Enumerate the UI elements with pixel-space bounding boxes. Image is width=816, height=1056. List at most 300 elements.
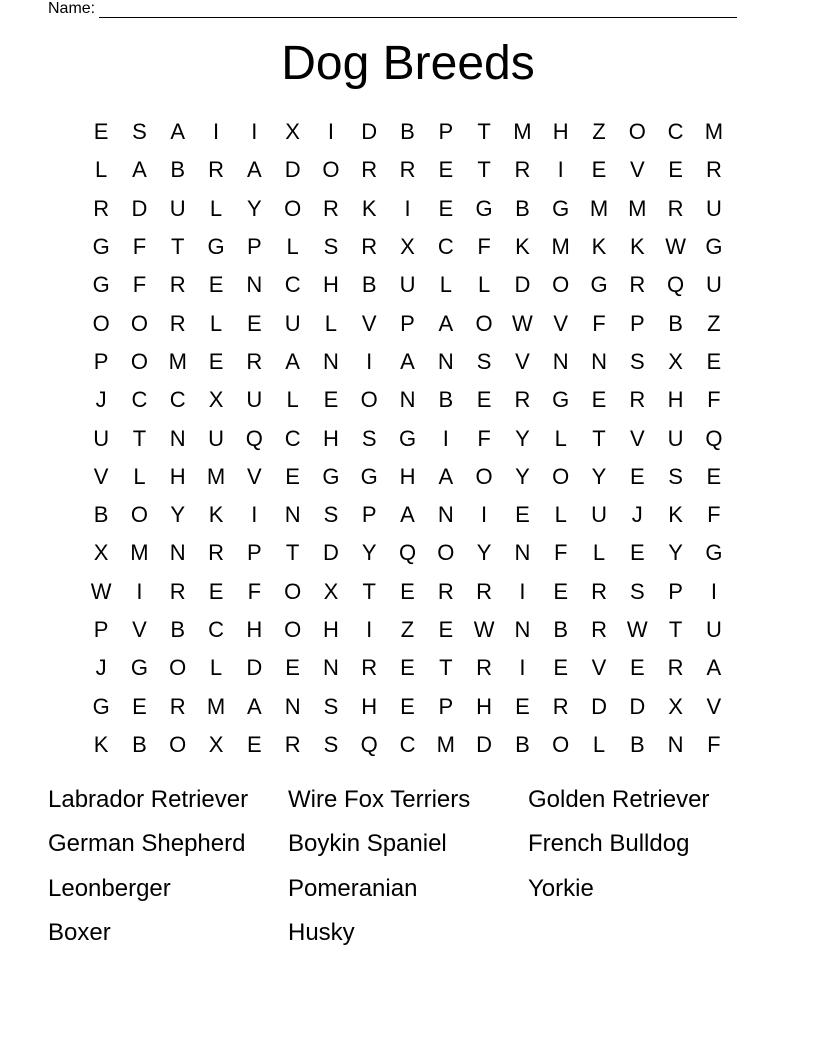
grid-letter[interactable]: P xyxy=(668,578,683,604)
grid-letter[interactable]: Y xyxy=(515,425,530,451)
grid-letter[interactable]: R xyxy=(169,310,186,336)
grid-letter[interactable]: A xyxy=(400,348,415,374)
grid-letter[interactable]: E xyxy=(285,655,300,681)
grid-letter[interactable]: R xyxy=(322,195,339,221)
grid-letter[interactable]: Y xyxy=(170,502,186,528)
grid-letter[interactable]: K xyxy=(93,731,109,757)
grid-letter[interactable]: S xyxy=(323,502,339,528)
grid-letter[interactable]: J xyxy=(95,387,107,413)
grid-letter[interactable]: M xyxy=(589,195,609,221)
grid-letter[interactable]: G xyxy=(207,234,225,260)
grid-letter[interactable]: M xyxy=(551,234,570,260)
grid-letter[interactable]: U xyxy=(399,272,416,298)
grid-letter[interactable]: B xyxy=(668,310,683,336)
grid-letter[interactable]: R xyxy=(629,387,646,413)
grid-letter[interactable]: Y xyxy=(476,540,492,566)
grid-letter[interactable]: S xyxy=(629,578,645,604)
grid-letter[interactable]: Y xyxy=(515,463,530,489)
grid-letter[interactable]: D xyxy=(591,693,607,719)
grid-letter[interactable]: E xyxy=(629,463,645,489)
grid-letter[interactable]: D xyxy=(514,272,531,298)
grid-letter[interactable]: S xyxy=(629,348,645,374)
grid-letter[interactable]: N xyxy=(284,502,301,528)
grid-letter[interactable]: R xyxy=(667,195,684,221)
grid-letter[interactable]: S xyxy=(668,463,683,489)
grid-letter[interactable]: E xyxy=(400,578,415,604)
grid-letter[interactable]: M xyxy=(130,540,149,566)
grid-letter[interactable]: R xyxy=(629,272,646,298)
grid-letter[interactable]: E xyxy=(438,157,454,183)
grid-letter[interactable]: T xyxy=(439,655,453,681)
grid-letter[interactable]: K xyxy=(629,234,645,260)
word-list-item: Boykin Spaniel xyxy=(288,830,447,858)
grid-letter[interactable]: Q xyxy=(705,425,723,451)
grid-letter[interactable]: E xyxy=(132,693,147,719)
grid-letter[interactable]: X xyxy=(208,387,224,413)
grid-letter[interactable]: T xyxy=(132,425,147,451)
grid-letter[interactable]: W xyxy=(90,578,112,604)
grid-letter[interactable]: I xyxy=(366,617,373,642)
grid-letter[interactable]: R xyxy=(437,578,454,604)
grid-letter[interactable]: E xyxy=(438,617,454,642)
grid-letter[interactable]: N xyxy=(552,348,569,374)
grid-letter[interactable]: I xyxy=(710,578,717,604)
grid-letter[interactable]: R xyxy=(514,387,531,413)
grid-letter[interactable]: E xyxy=(553,578,569,604)
grid-letter[interactable]: A xyxy=(246,157,262,183)
grid-letter[interactable]: H xyxy=(476,693,493,719)
grid-letter[interactable]: H xyxy=(322,272,339,298)
grid-letter[interactable]: O xyxy=(130,348,148,374)
grid-letter[interactable]: R xyxy=(169,693,186,719)
grid-letter[interactable]: H xyxy=(667,387,684,413)
grid-letter[interactable]: L xyxy=(209,310,223,336)
grid-letter[interactable]: R xyxy=(591,617,607,642)
word-list-item: Labrador Retriever xyxy=(48,786,249,813)
grid-letter[interactable]: O xyxy=(360,387,378,413)
grid-letter[interactable]: Z xyxy=(592,119,606,145)
grid-letter[interactable]: B xyxy=(400,119,415,145)
grid-letter[interactable]: G xyxy=(590,272,608,298)
grid-letter[interactable]: Z xyxy=(707,310,721,336)
grid-letter[interactable]: Q xyxy=(398,540,417,566)
grid-letter[interactable]: N xyxy=(322,348,339,374)
grid-letter[interactable]: H xyxy=(361,693,378,719)
grid-letter[interactable]: U xyxy=(705,617,722,642)
grid-letter[interactable]: S xyxy=(323,234,339,260)
grid-letter[interactable]: J xyxy=(95,655,107,681)
grid-letter[interactable]: T xyxy=(477,119,491,145)
grid-letter[interactable]: O xyxy=(437,540,455,566)
grid-letter[interactable]: A xyxy=(132,157,147,183)
grid-letter[interactable]: F xyxy=(553,540,568,566)
grid-letter[interactable]: S xyxy=(361,425,377,451)
grid-letter[interactable]: E xyxy=(400,693,415,719)
grid-letter[interactable]: B xyxy=(438,387,454,413)
grid-letter[interactable]: V xyxy=(246,463,262,489)
grid-letter[interactable]: U xyxy=(705,195,722,221)
grid-letter[interactable]: R xyxy=(361,655,378,681)
grid-letter[interactable]: K xyxy=(515,234,530,260)
grid-letter[interactable]: G xyxy=(398,425,417,451)
grid-letter[interactable]: R xyxy=(591,578,607,604)
grid-letter[interactable]: O xyxy=(552,463,570,489)
word-list-item: Pomeranian xyxy=(288,874,418,902)
grid-letter[interactable]: R xyxy=(361,234,378,260)
grid-letter[interactable]: K xyxy=(208,502,224,528)
grid-letter[interactable]: G xyxy=(92,693,110,719)
grid-letter[interactable]: U xyxy=(591,502,607,528)
grid-letter[interactable]: M xyxy=(704,119,724,145)
grid-letter[interactable]: G xyxy=(92,272,110,298)
word-list-item: Husky xyxy=(288,918,355,946)
word-list-item: Boxer xyxy=(48,918,111,946)
grid-letter[interactable]: X xyxy=(208,731,224,757)
grid-letter[interactable]: C xyxy=(131,387,148,413)
grid-letter[interactable]: I xyxy=(251,119,258,145)
grid-letter[interactable]: F xyxy=(477,425,491,451)
grid-letter[interactable]: H xyxy=(322,617,339,642)
grid-letter[interactable]: L xyxy=(209,655,223,681)
grid-letter[interactable]: L xyxy=(324,310,338,336)
grid-letter[interactable]: E xyxy=(208,272,224,298)
grid-letter[interactable]: V xyxy=(553,310,569,336)
grid-letter[interactable]: O xyxy=(322,157,340,183)
name-field[interactable] xyxy=(48,0,737,18)
grid-letter[interactable]: R xyxy=(208,157,224,183)
grid-letter[interactable]: O xyxy=(284,578,302,604)
grid-letter[interactable]: H xyxy=(246,617,263,642)
letter-grid xyxy=(82,113,733,764)
grid-letter[interactable]: G xyxy=(705,540,723,566)
grid-letter[interactable]: R xyxy=(246,348,263,374)
name-underline[interactable] xyxy=(99,3,737,18)
grid-letter[interactable]: R xyxy=(552,693,569,719)
grid-letter[interactable]: S xyxy=(132,119,147,145)
grid-letter[interactable]: W xyxy=(473,617,495,642)
grid-letter[interactable]: E xyxy=(246,731,262,757)
grid-letter[interactable]: M xyxy=(513,119,532,145)
grid-letter[interactable]: E xyxy=(515,502,530,528)
grid-letter[interactable]: E xyxy=(323,387,339,413)
grid-letter[interactable]: C xyxy=(284,425,301,451)
grid-letter[interactable]: R xyxy=(361,157,378,183)
grid-letter[interactable]: D xyxy=(361,119,378,145)
grid-letter[interactable]: M xyxy=(628,195,647,221)
grid-letter[interactable]: P xyxy=(438,119,454,145)
grid-letter[interactable]: N xyxy=(514,617,531,642)
grid-letter[interactable]: B xyxy=(170,617,186,642)
grid-letter[interactable]: Q xyxy=(360,731,378,757)
grid-letter[interactable]: F xyxy=(592,310,606,336)
grid-letter[interactable]: N xyxy=(667,731,684,757)
grid-letter[interactable]: T xyxy=(668,617,683,642)
grid-letter[interactable]: E xyxy=(208,578,224,604)
grid-letter[interactable]: B xyxy=(361,272,377,298)
grid-letter[interactable]: Q xyxy=(245,425,263,451)
grid-letter[interactable]: O xyxy=(169,731,187,757)
grid-letter[interactable]: O xyxy=(628,119,646,145)
grid-letter[interactable]: I xyxy=(366,348,373,374)
grid-letter[interactable]: C xyxy=(284,272,301,298)
grid-letter[interactable]: G xyxy=(705,234,723,260)
grid-letter[interactable]: O xyxy=(130,310,148,336)
grid-letter[interactable]: B xyxy=(629,731,645,757)
grid-letter[interactable]: P xyxy=(93,348,109,374)
grid-letter[interactable]: H xyxy=(552,119,569,145)
grid-letter[interactable]: E xyxy=(208,348,224,374)
grid-letter[interactable]: R xyxy=(399,157,416,183)
grid-letter[interactable]: P xyxy=(629,310,645,336)
grid-letter[interactable]: N xyxy=(437,348,454,374)
grid-letter[interactable]: M xyxy=(168,348,187,374)
grid-letter[interactable]: E xyxy=(591,157,607,183)
grid-letter[interactable]: M xyxy=(206,693,226,719)
grid-letter[interactable]: I xyxy=(404,195,411,221)
grid-letter[interactable]: L xyxy=(554,425,567,451)
grid-letter[interactable]: C xyxy=(208,617,224,642)
grid-letter[interactable]: P xyxy=(246,234,262,260)
grid-letter[interactable]: T xyxy=(171,234,185,260)
grid-letter[interactable]: W xyxy=(626,617,648,642)
grid-letter[interactable]: L xyxy=(592,540,606,566)
name-label: Name: xyxy=(48,0,96,17)
grid-letter[interactable]: B xyxy=(553,617,569,642)
grid-letter[interactable]: E xyxy=(515,693,530,719)
grid-letter[interactable]: O xyxy=(92,310,110,336)
grid-letter[interactable]: A xyxy=(285,348,300,374)
grid-letter[interactable]: O xyxy=(284,617,302,642)
grid-letter[interactable]: Q xyxy=(667,272,685,298)
grid-letter[interactable]: G xyxy=(475,195,493,221)
grid-letter[interactable]: U xyxy=(93,425,110,451)
grid-letter[interactable]: O xyxy=(130,502,148,528)
grid-letter[interactable]: F xyxy=(132,234,147,260)
grid-letter[interactable]: N xyxy=(169,425,186,451)
grid-letter[interactable]: G xyxy=(552,387,570,413)
grid-letter[interactable]: N xyxy=(169,540,186,566)
grid-letter[interactable]: R xyxy=(514,157,531,183)
grid-letter[interactable]: V xyxy=(361,310,377,336)
grid-letter[interactable]: R xyxy=(667,655,684,681)
grid-letter[interactable]: C xyxy=(399,731,416,757)
grid-letter[interactable]: N xyxy=(246,272,263,298)
grid-letter[interactable]: N xyxy=(284,693,301,719)
grid-letter[interactable]: V xyxy=(93,463,109,489)
grid-letter[interactable]: E xyxy=(400,655,415,681)
grid-letter[interactable]: U xyxy=(169,195,186,221)
grid-letter[interactable]: E xyxy=(285,463,300,489)
grid-letter[interactable]: U xyxy=(667,425,684,451)
grid-letter[interactable]: H xyxy=(399,463,416,489)
grid-letter[interactable]: I xyxy=(557,157,564,183)
grid-letter[interactable]: L xyxy=(439,272,452,298)
grid-letter[interactable]: C xyxy=(667,119,684,145)
grid-letter[interactable]: N xyxy=(322,655,339,681)
grid-letter[interactable]: R xyxy=(169,272,186,298)
grid-letter[interactable]: X xyxy=(668,693,683,719)
grid-letter[interactable]: F xyxy=(132,272,147,298)
grid-letter[interactable]: A xyxy=(170,119,186,145)
grid-letter[interactable]: A xyxy=(706,655,722,681)
grid-letter[interactable]: K xyxy=(361,195,377,221)
grid-letter[interactable]: V xyxy=(132,617,147,642)
grid-letter[interactable]: O xyxy=(552,272,570,298)
grid-letter[interactable]: N xyxy=(591,348,607,374)
grid-letter[interactable]: A xyxy=(438,310,454,336)
grid-letter[interactable]: G xyxy=(130,655,148,681)
grid-letter[interactable]: G xyxy=(92,234,110,260)
grid-letter[interactable]: V xyxy=(706,693,722,719)
grid-letter[interactable]: R xyxy=(284,731,301,757)
grid-letter[interactable]: L xyxy=(592,731,606,757)
grid-letter[interactable]: E xyxy=(668,157,683,183)
grid-letter[interactable]: M xyxy=(436,731,455,757)
grid-letter[interactable]: N xyxy=(514,540,531,566)
grid-letter[interactable]: Y xyxy=(668,540,683,566)
grid-letter[interactable]: U xyxy=(284,310,301,336)
grid-letter[interactable]: T xyxy=(285,540,300,566)
grid-letter[interactable]: S xyxy=(323,693,339,719)
grid-letter[interactable]: W xyxy=(512,310,533,336)
grid-letter[interactable]: E xyxy=(629,655,645,681)
grid-letter[interactable]: D xyxy=(629,693,646,719)
grid-letter[interactable]: I xyxy=(519,578,526,604)
grid-letter[interactable]: I xyxy=(327,119,334,145)
grid-letter[interactable]: B xyxy=(93,502,109,528)
grid-letter[interactable]: I xyxy=(212,119,220,145)
grid-letter[interactable]: U xyxy=(208,425,224,451)
grid-letter[interactable]: F xyxy=(707,502,721,528)
grid-letter[interactable]: G xyxy=(552,195,570,221)
grid-letter[interactable]: L xyxy=(554,502,567,528)
grid-letter[interactable]: H xyxy=(169,463,186,489)
grid-letter[interactable]: X xyxy=(668,348,683,374)
grid-letter[interactable]: I xyxy=(519,655,526,681)
grid-letter[interactable]: R xyxy=(208,540,224,566)
grid-letter[interactable]: X xyxy=(285,119,300,145)
grid-letter[interactable]: R xyxy=(169,578,186,604)
grid-letter[interactable]: R xyxy=(476,655,493,681)
grid-letter[interactable]: D xyxy=(284,157,301,183)
grid-letter[interactable]: E xyxy=(438,195,454,221)
grid-letter[interactable]: O xyxy=(169,655,187,681)
grid-letter[interactable]: D xyxy=(322,540,339,566)
grid-letter[interactable]: Y xyxy=(591,463,607,489)
grid-letter[interactable]: I xyxy=(136,578,143,604)
grid-letter[interactable]: H xyxy=(322,425,339,451)
grid-letter[interactable]: S xyxy=(323,731,339,757)
grid-letter[interactable]: S xyxy=(476,348,492,374)
grid-letter[interactable]: T xyxy=(477,157,491,183)
grid-letter[interactable]: L xyxy=(209,195,223,221)
grid-letter[interactable]: D xyxy=(476,731,493,757)
grid-letter[interactable]: I xyxy=(481,502,488,528)
grid-letter[interactable]: X xyxy=(93,540,109,566)
grid-letter[interactable]: X xyxy=(323,578,339,604)
grid-letter[interactable]: E xyxy=(591,387,607,413)
grid-letter[interactable]: P xyxy=(438,693,454,719)
grid-letter[interactable]: D xyxy=(131,195,148,221)
grid-letter[interactable]: P xyxy=(93,617,109,642)
grid-letter[interactable]: E xyxy=(629,540,645,566)
grid-letter[interactable]: P xyxy=(400,310,415,336)
grid-letter[interactable]: D xyxy=(246,655,263,681)
grid-letter[interactable]: E xyxy=(93,119,109,145)
grid-letter[interactable]: E xyxy=(553,655,569,681)
grid-letter[interactable]: J xyxy=(631,502,643,528)
grid-letter[interactable]: B xyxy=(515,731,530,757)
grid-letter[interactable]: N xyxy=(399,387,416,413)
grid-letter[interactable]: L xyxy=(133,463,146,489)
grid-letter[interactable]: F xyxy=(477,234,491,260)
grid-letter[interactable]: T xyxy=(362,578,376,604)
grid-letter[interactable]: V xyxy=(629,157,645,183)
grid-letter[interactable]: G xyxy=(322,463,340,489)
word-list-item: Yorkie xyxy=(528,874,594,902)
grid-letter[interactable]: Y xyxy=(361,540,377,566)
grid-letter[interactable]: L xyxy=(286,387,299,413)
grid-letter[interactable]: L xyxy=(95,157,108,183)
grid-letter[interactable]: A xyxy=(438,463,454,489)
grid-letter[interactable]: U xyxy=(246,387,263,413)
grid-letter[interactable]: F xyxy=(707,731,721,757)
grid-letter[interactable]: R xyxy=(705,157,722,183)
grid-letter[interactable]: X xyxy=(400,234,415,260)
grid-letter[interactable]: P xyxy=(246,540,262,566)
grid-letter[interactable]: F xyxy=(247,578,262,604)
grid-letter[interactable]: T xyxy=(592,425,606,451)
grid-letter[interactable]: A xyxy=(400,502,415,528)
grid-letter[interactable]: C xyxy=(437,234,454,260)
word-list-item: French Bulldog xyxy=(528,830,690,858)
grid-letter[interactable]: M xyxy=(206,463,226,489)
grid-letter[interactable]: B xyxy=(515,195,530,221)
grid-letter[interactable]: P xyxy=(361,502,377,528)
grid-letter[interactable]: N xyxy=(437,502,454,528)
grid-letter[interactable]: I xyxy=(251,502,258,528)
grid-letter[interactable]: Z xyxy=(400,617,415,642)
grid-letter[interactable]: B xyxy=(170,157,186,183)
grid-letter[interactable]: E xyxy=(706,348,722,374)
grid-letter[interactable]: W xyxy=(665,234,686,260)
grid-letter[interactable]: R xyxy=(93,195,110,221)
grid-letter[interactable]: V xyxy=(591,655,607,681)
grid-letter[interactable]: O xyxy=(552,731,570,757)
grid-letter[interactable]: E xyxy=(706,463,722,489)
grid-letter[interactable]: O xyxy=(475,310,493,336)
grid-letter[interactable]: U xyxy=(705,272,722,298)
grid-letter[interactable]: L xyxy=(286,234,299,260)
grid-letter[interactable]: L xyxy=(477,272,491,298)
grid-letter[interactable]: V xyxy=(515,348,530,374)
grid-letter[interactable]: F xyxy=(707,387,721,413)
grid-letter[interactable]: R xyxy=(476,578,493,604)
grid-letter[interactable]: O xyxy=(284,195,302,221)
grid-letter[interactable]: O xyxy=(475,463,493,489)
grid-letter[interactable]: B xyxy=(132,731,147,757)
grid-letter[interactable]: E xyxy=(476,387,492,413)
grid-letter[interactable]: I xyxy=(442,425,449,451)
grid-letter[interactable]: A xyxy=(246,693,262,719)
grid-letter[interactable]: K xyxy=(668,502,683,528)
grid-letter[interactable]: V xyxy=(629,425,645,451)
grid-letter[interactable]: K xyxy=(591,234,607,260)
grid-letter[interactable]: G xyxy=(360,463,378,489)
grid-letter[interactable]: Y xyxy=(246,195,262,221)
grid-letter[interactable]: C xyxy=(169,387,186,413)
grid-letter[interactable]: E xyxy=(246,310,262,336)
